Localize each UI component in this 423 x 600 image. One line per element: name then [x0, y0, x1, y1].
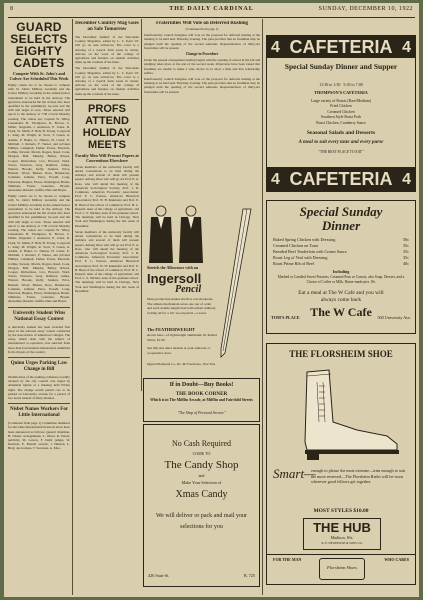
continued-note: (Continued from page 1)	[185, 27, 219, 31]
headline-essay-contest: University Student Wins National Essay Contest	[12, 310, 66, 322]
ingersoll-body-3: See this and other models at your stationer or cooperative store.	[147, 346, 211, 355]
w-cafe-name: The W Cafe	[310, 305, 372, 319]
ingersoll-body-2: shown here—of lightweight aluminum, $1 Rolled Silver, $1.00	[147, 333, 217, 342]
cafeteria-ad	[266, 35, 416, 192]
florsheim-footer-1: FOR THE MAN	[273, 557, 302, 562]
menu-item-name: Creamed Chicken on Toast	[273, 243, 319, 248]
w-cafe-including: Including	[332, 269, 350, 274]
cafeteria-logo-icon: 4	[402, 171, 411, 188]
menu-item	[273, 261, 409, 267]
menu-item-price: 50c	[402, 237, 409, 242]
article-separator	[75, 99, 139, 100]
florsheim-price: MOST STYLES $10.00	[313, 508, 369, 514]
candy-make-selection: Make Your Selection of	[181, 480, 222, 485]
column-3	[144, 21, 260, 221]
article-body-parking: Modification of the parking ordinance recently adopted by the city council was urged by Alderman Quinn at a meeting held Friday night. The change would permit cars to be parked on University avenue for a period of two hours instead of thirty minutes.	[8, 374, 70, 400]
cafeteria-item: Roast Chicken, Cranberry Sauce	[316, 120, 366, 125]
book-corner-location: Which is in The Mifflin Arcade, at Mifflin and Fairchild Streets	[150, 398, 253, 402]
headline-nisbet: Nisbet Names Workers For Little International	[9, 407, 69, 419]
issue-date: SUNDAY, DECEMBER 10, 1922	[318, 6, 413, 12]
menu-item-price: 35c	[402, 243, 409, 248]
ingersoll-body: Mass production makes the first cost moderate. The simple mechanism saves one out of order and each double-length lead will outlast ordinary writing all for a 10c wood pencil—a saver.	[147, 297, 216, 315]
article-body-essay: A university student has been awarded first place in the national essay contest conducted by the Association of American Colleges. The essay, which dealt with the subject of international co-operation, was selected from more than four hundred manuscripts submitted from all parts of the country.	[8, 324, 70, 354]
book-corner-slogan: "The Shop of Personal Service"	[177, 411, 226, 415]
article-body-nisbet: (Continued from page 1) Committee members for the Little International livestock show have been announced as follows: general chairman, H. Nisbet; arrangements, C. Olson, R. Peters; publicity, M. Larson, F. Dahl; judges, W. Knutson, E. Brandt; awards, J. Hanson, L. Berg; decorations, T. Swanson, A. Moe.	[8, 421, 70, 451]
cafeteria-slogan: "THE BEST PLACE TO EAT"	[318, 150, 364, 154]
hub-name: THE HUB	[313, 520, 371, 535]
candy-deliver-2: selections for you	[180, 524, 223, 530]
florsheim-footer-2: WHO CARES	[384, 557, 409, 562]
candy-deliver-1: We will deliver or pack and mail your	[156, 513, 247, 519]
headline-deferred-rushing: Fraternities Will Vote on Deferred Rushing	[155, 21, 249, 26]
column-1	[8, 21, 70, 593]
book-corner-headline: If in Doubt—Buy Books!	[169, 382, 234, 388]
florsheim-body: enough to please the most extreme—trim enough to suit the more reserved—The Florsheim Radio will be worn wherever good fellows get together.	[311, 468, 405, 485]
cafeteria-hours-1: 11:30 to 1:30	[319, 82, 341, 87]
article-body-rushing: Interfraternity council delegates will vote on the proposal for deferred rushing at the meeting to be held next Thursday evening. The plan provides that no freshman may be pledged until the opening of the second semester. Representatives of thirty-six fraternities will be present.	[144, 33, 260, 50]
hub-logo	[303, 518, 381, 550]
menu-item-name: Breaded Beef Tenderloin with Cream Sauce	[273, 249, 347, 254]
cafeteria-logo-icon: 4	[271, 171, 280, 188]
w-cafe-ad	[266, 200, 416, 334]
menu-item-price: 40c	[402, 261, 409, 266]
florsheim-badge-text: Florsheim Shoes	[326, 565, 358, 570]
cafeteria-items	[277, 99, 405, 126]
cafeteria-special: Special Sunday Dinner and Supper	[284, 62, 398, 71]
candy-shop-ad	[143, 424, 260, 587]
ingersoll-maker: Ingersoll Redipoint Co., Inc. 461 Fourth Ave., New York	[147, 362, 216, 366]
column-divider	[141, 19, 142, 391]
florsheim-title: THE FLORSHEIM SHOE	[289, 349, 393, 359]
headline-profs-attend: PROFS ATTEND HOLIDAY MEETS	[82, 102, 132, 151]
w-cafe-title: Special Sunday	[299, 204, 383, 219]
subhead-change-procedure: Change in Procedure	[185, 52, 219, 57]
cafeteria-hours	[277, 82, 405, 87]
subhead-profs: Faculty Men Will Present Papers at Conventions Elsewhere	[75, 152, 139, 163]
w-cafe-pie-price: 10c	[370, 279, 376, 284]
shoe-illustration	[267, 362, 415, 462]
menu-item-name: Roast Leg of Veal with Dressing	[273, 255, 328, 260]
cafeteria-logo-icon: 4	[271, 39, 280, 56]
candy-shop-name: The Candy Shop	[164, 459, 239, 471]
ingersoll-brand: Ingersoll	[147, 271, 202, 286]
w-cafe-left: TOM'S PLACE	[271, 315, 300, 320]
masthead-rule	[8, 17, 415, 18]
article-body-country-mag: The December number of the Wisconsin Country Magazine, edited by L. C. Kent '23, will go on sale tomorrow. The cover is a drawing of a typical farm scene in winter. Articles on the work of the college of agriculture and features on student activities make up the contents of the issue.	[75, 35, 139, 65]
article-body-country-mag-cont: The December number of the Wisconsin Country Magazine, edited by L. C. Kent '23, will go on sale tomorrow. The cover is a drawing of a typical farm scene in winter. Articles on the work of the college of agriculture and features on student activities make up the contents of the issue.	[75, 66, 139, 96]
candy-come-to: COME TO	[192, 451, 211, 456]
article-separator	[8, 403, 70, 404]
cafeteria-banner-bottom-text: CAFETERIA	[289, 169, 393, 189]
ingersoll-brand-pencil: Pencil	[175, 284, 202, 295]
hub-city: Madison, Wis.	[330, 535, 354, 540]
florsheim-badge	[319, 558, 365, 580]
w-cafe-tagline-1: Eat a meal at The W Cafe and you will	[298, 290, 384, 296]
article-separator	[8, 307, 70, 308]
w-cafe-sides-text: Mashed or Candied Sweet Potatoes, Creamed Peas or Carrots, also Soup, Dessert, and a Choice of Coffee or Milk. Home-made pies	[277, 275, 405, 284]
ingersoll-ad	[145, 203, 259, 373]
ingersoll-headline: Stretch the Allowance with an	[147, 265, 199, 270]
w-cafe-sides	[273, 275, 409, 284]
column-2	[75, 21, 139, 373]
article-body-rushing-3: Interfraternity council delegates will vote on the proposal for deferred rushing at the meeting to be held next Thursday evening. The plan provides that no freshman may be pledged until the opening of the second semester. Representatives of thirty-six fraternities will be present.	[144, 77, 260, 94]
ingersoll-featherweight: The FEATHERWEIGHT	[147, 327, 195, 332]
candy-xmas: Xmas Candy	[175, 489, 228, 500]
cafeteria-banner-bottom	[267, 167, 415, 191]
candy-no-cash: No Cash Required	[171, 439, 232, 448]
page-number: 8	[10, 6, 14, 12]
cafeteria-section: Seasonal Salads and Desserts	[306, 130, 376, 136]
column-divider	[262, 19, 263, 595]
newspaper-title: THE DAILY CARDINAL	[169, 6, 254, 12]
article-body-guard: Eighty cadets are to be chosen to compete with St. John's Military Academy and the Culver Military Academy in the annual indoor tournament to be held in the Armory. The guard has announced the list of men who have qualified in the preliminary try-outs and the drill will begin at once. Those selected will report to the Armory at 7:30 o'clock Monday evening. The cadets are: Captain W. Wiley, Lieutenants H. Thompson, R. Brown, C. Miller, Sergeants J. Anderson, E. Jones, D. Clark, W. Smith, F. Hall, B. Young, Corporals L. King, M. Wright, R. Scott, T. Green, A. Adams, P. Baker, G. Nelson, H. Carter, E. Mitchell, J. Roberts, F. Turner, and privates Phillips, Campbell, Parker, Evans, Edwards, Collins, Stewart, Morris, Rogers, Reed, Cook, Morgan, Bell, Murphy, Bailey, Rivera, Cooper, Richardson, Cox, Howard, Ward, Torres, Peterson, Gray, Ramirez, James, Watson, Brooks, Kelly, Sanders, Price, Bennett, Wood, Barnes, Ross, Henderson, Coleman, Jenkins, Perry, Powell, Long, Patterson, Hughes, Flores, Washington, Butler, Simmons, Foster, Gonzales, Bryant, Alexander, Russell, Griffin, Diaz and Hayes.	[8, 83, 70, 193]
article-body-profs: Seven members of the university faculty will attend conventions to be held during the holidays and several of them will present papers. Among those who will go are Prof. E. A. Ross, who will attend the meeting of the American Sociological Society; Prof. J. R. Commons, American Economic Association; Prof. F. L. Paxson, American Historical Association; Prof. W. H. Kiekhofer and Prof. E. B. Hunt of the school of commerce; Prof. H. L. Russell, dean of the college of agriculture; and Prof. C. S. Slichter, dean of the graduate school. The meetings will be held in Chicago, New York and Washington during the last week of December.	[75, 164, 139, 228]
cafeteria-hours-2: 5:30 to 7:00	[343, 82, 363, 87]
book-corner-ad	[143, 378, 260, 422]
menu-item-name: Baked Spring Chicken with Dressing	[273, 237, 336, 242]
newspaper-page	[4, 3, 419, 597]
w-cafe-title-2: Dinner	[321, 218, 361, 233]
cafeteria-item: Large variety of Roasts (Rare/Medium)	[310, 99, 372, 103]
menu-item-price: 35c	[402, 249, 409, 254]
w-cafe-tagline-2: always come back	[320, 297, 362, 303]
florsheim-ad	[266, 343, 416, 585]
column-divider	[72, 19, 73, 595]
hub-owner: K. E. NEWHOUSE & SONS CO.	[321, 541, 363, 545]
cafeteria-banner-top	[267, 36, 415, 58]
cafeteria-item: Fried Chicken	[330, 104, 352, 109]
cafeteria-logo-icon: 4	[402, 39, 411, 56]
article-body-profs-cont: Seven members of the university faculty will attend conventions to be held during the holidays and several of them will present papers. Among those who will go are Prof. E. A. Ross, who will attend the meeting of the American Sociological Society; Prof. J. R. Commons, American Economic Association; Prof. F. L. Paxson, American Historical Association; Prof. W. H. Kiekhofer and Prof. E. B. Hunt of the school of commerce; Prof. H. L. Russell, dean of the college of agriculture; and Prof. C. S. Slichter, dean of the graduate school. The meetings will be held in Chicago, New York and Washington during the last week of December.	[75, 229, 139, 293]
menu-item-price: 35c	[402, 255, 409, 260]
candy-address: 426 State St.	[148, 573, 170, 578]
article-body-guard-cont: Eighty cadets are to be chosen to compete with St. John's Military Academy and the Culver Military Academy in the annual indoor tournament to be held in the Armory. The guard has announced the list of men who have qualified in the preliminary try-outs and the drill will begin at once. Those selected will report to the Armory at 7:30 o'clock Monday evening. The cadets are: Captain W. Wiley, Lieutenants H. Thompson, R. Brown, C. Miller, Sergeants J. Anderson, E. Jones, D. Clark, W. Smith, F. Hall, B. Young, Corporals L. King, M. Wright, R. Scott, T. Green, A. Adams, P. Baker, G. Nelson, H. Carter, E. Mitchell, J. Roberts, F. Turner, and privates Phillips, Campbell, Parker, Evans, Edwards, Collins, Stewart, Morris, Rogers, Reed, Cook, Morgan, Bell, Murphy, Bailey, Rivera, Cooper, Richardson, Cox, Howard, Ward, Torres, Peterson, Gray, Ramirez, James, Watson, Brooks, Kelly, Sanders, Price, Bennett, Wood, Barnes, Ross, Henderson, Coleman, Jenkins, Perry, Powell, Long, Patterson, Hughes, Flores, Washington, Butler, Simmons, Foster, Gonzales, Bryant, Alexander, Russell, Griffin, Diaz and Hayes.	[8, 194, 70, 304]
subhead-guard: Compete With St. John's and Culver Are Scheduled This Week	[9, 71, 69, 81]
article-body-rushing-2: Under the present arrangement rushing begins with the opening of school in the fall and pledging takes place at the end of the second week. Objections have been raised that freshmen are unable to make a wise choice in so short a time and that scholarship suffers.	[144, 58, 260, 75]
cafeteria-item: Creamed Chicken	[327, 109, 355, 114]
headline-parking-law: Quinn Urges Parking Law Change in Bill	[10, 360, 68, 372]
footer-rule	[267, 554, 415, 555]
cafeteria-item: Southern Style Roast Pork	[320, 115, 362, 120]
cafeteria-banner-top-text: CAFETERIA	[289, 37, 393, 57]
cafeteria-place: THOMPSON'S CAFETERIA	[314, 90, 368, 95]
cafeteria-tagline: A meal to suit every taste and every purse	[298, 140, 384, 145]
w-cafe-right: 500 University Ave.	[377, 315, 411, 320]
menu-item-name: Roast Prime Rib of Beef	[273, 261, 315, 266]
headline-country-mag: December Country Mag Goes on Sale Tomorrow	[75, 21, 139, 32]
florsheim-smart: Smart—	[273, 466, 316, 481]
headline-guard-selects: GUARD SELECTS EIGHTY CADETS	[10, 21, 68, 70]
book-corner-name: THE BOOK CORNER	[175, 391, 228, 397]
article-separator	[8, 357, 70, 358]
candy-phone: B. 725	[243, 573, 255, 578]
w-cafe-menu	[273, 237, 409, 267]
masthead	[10, 6, 413, 16]
candy-and: and	[198, 473, 205, 478]
